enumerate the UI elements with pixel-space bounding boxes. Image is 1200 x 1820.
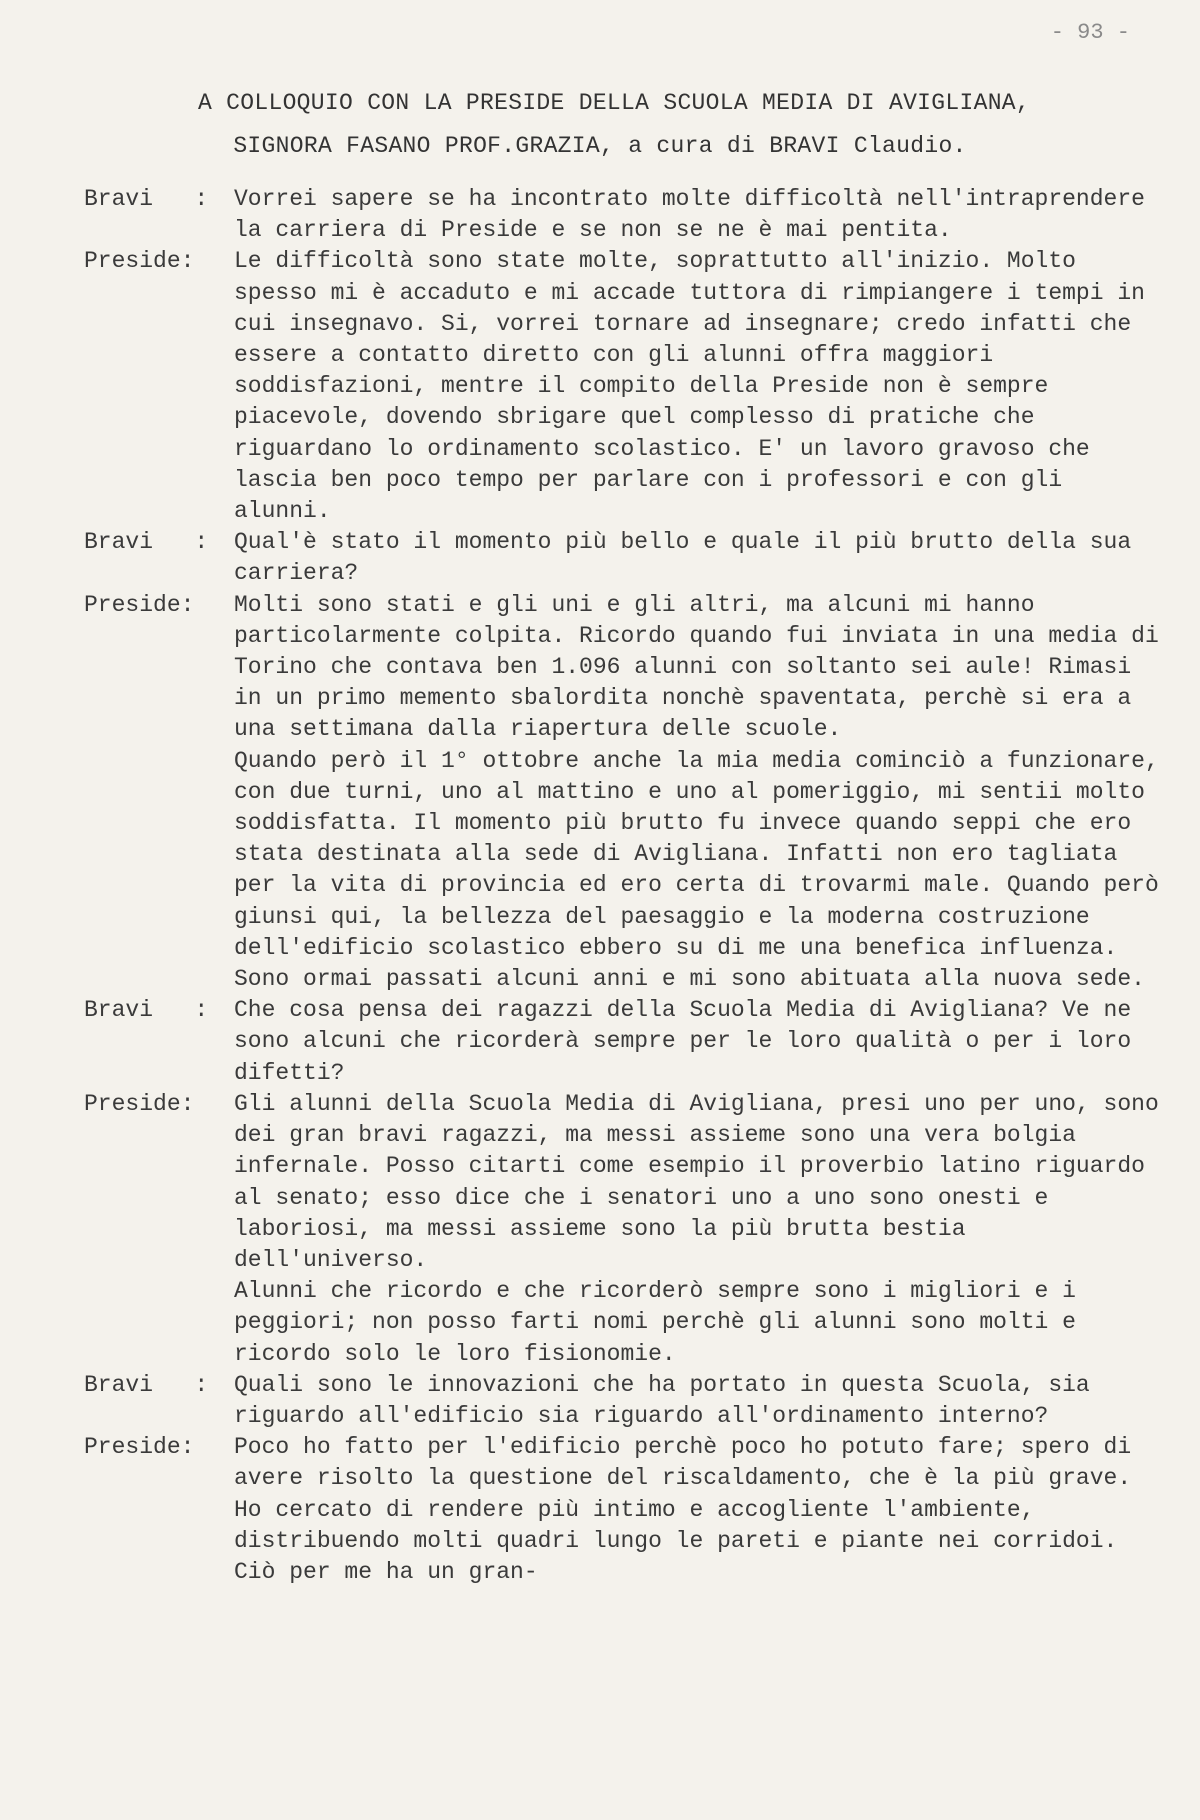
dialogue-entry [84,995,1164,1089]
dialogue-entry [84,184,1164,246]
speaker-label: Preside: [84,1090,195,1117]
title-line-1: A COLLOQUIO CON LA PRESIDE DELLA SCUOLA MEDIA DI AVIGLIANA, [197,90,1031,116]
speaker-label: Bravi : [84,529,209,556]
paragraph: Poco ho fatto per l'edificio perchè poco ho potuto fare; spero di avere risolto la questione del riscaldamento, che è la più grave. Ho cercato di rendere più intimo e accogliente l'ambiente, distribuendo molti quadri lungo le pareti e piante nei corridoi. Ciò per me ha un gran- [234,1434,1132,1585]
speech-text [234,995,1164,1089]
dialogue-entry [84,590,1164,996]
speech-text [234,246,1164,527]
speaker-label: Preside: [84,248,195,275]
dialogue-entry [84,1089,1164,1370]
speaker-label: Bravi : [84,186,209,212]
dialogue-entry [84,246,1164,527]
paragraph: Quali sono le innovazioni che ha portato in questa Scuola, sia riguardo all'edificio sia riguardo all'ordinamento interno? [234,1371,1090,1429]
paragraph: Molti sono stati e gli uni e gli altri, ma alcuni mi hanno particolarmente colpita. Ricordo quando fui inviata in una media di Torino che contava ben 1.096 alunni con soltanto sei aule! Rimasi in un primo memento sbalordita nonchè spaventata, perchè si era a una settimana dalla riapertura delle scuole. [234,591,1159,743]
paragraph: Quando però il 1° ottobre anche la mia media cominciò a funzionare, con due turni, uno al mattino e uno al pomeriggio, mi sentii molto soddisfatta. Il momento più brutto fu invece quando seppi che ero stata destinata alla sede di Avigliana. Infatti non ero tagliata per la vita di provincia ed ero certa di trovarmi male. Quando però giunsi qui, la bellezza del paesaggio e la moderna costruzione dell'edificio scolastico ebbero su di me una benefica influenza. Sono ormai passati alcuni anni e mi sono abituata alla nuova sede. [234,747,1159,993]
speech-text [234,527,1164,589]
paragraph: Gli alunni della Scuola Media di Avigliana, presi uno per uno, sono dei gran bravi ragazzi, ma messi assieme sono una vera bolgia infernale. Posso citarti come esempio il proverbio latino riguardo al senato; esso dice che i senatori uno a uno sono onesti e laboriosi, ma messi assieme sono la più brutta bestia dell'universo. [234,1090,1159,1273]
speech-text [234,590,1164,996]
dialogue-entry [84,1432,1164,1588]
dialogue-entry [84,1370,1164,1432]
speech-text [234,1432,1164,1588]
paragraph: Le difficoltà sono state molte, soprattutto all'inizio. Molto spesso mi è accaduto e mi accade tuttora di rimpiangere i tempi in cui insegnavo. Si, vorrei tornare ad insegnare; credo infatti che essere a contatto diretto con gli alunni offra maggiori soddisfazioni, mentre il compito della Preside non è sempre piacevole, dovendo sbrigare quel complesso di pratiche che riguardano lo ordinamento scolastico. E' un lavoro gravoso che lascia ben poco tempo per parlare con i professori e con gli alunni. [234,248,1145,525]
speech-text [234,1089,1164,1370]
speech-text [234,1370,1164,1432]
paragraph: Vorrei sapere se ha incontrato molte difficoltà nell'intraprendere la carriera di Preside e se non se ne è mai pentita. [234,186,1145,244]
paragraph: Alunni che ricordo e che ricorderò sempre sono i migliori e i peggiori; non posso farti nomi perchè gli alunni sono molti e ricordo solo le loro fisionomie. [234,1278,1076,1367]
page-number: - 93 - [1050,20,1130,45]
title-line-2: SIGNORA FASANO PROF.GRAZIA, a cura di BRAVI Claudio. [233,133,967,159]
paragraph: Che cosa pensa dei ragazzi della Scuola Media di Avigliana? Ve ne sono alcuni che ricorderà sempre per le loro qualità o per i loro difetti? [234,997,1132,1086]
speaker-label: Bravi : [84,997,209,1024]
dialogue-entry [84,527,1164,589]
speaker-label: Preside: [84,1434,195,1461]
paragraph: Qual'è stato il momento più bello e quale il più brutto della sua carriera? [234,529,1132,587]
speech-text [234,184,1164,246]
interview-dialogue [84,184,1164,1588]
speaker-label: Bravi : [84,1371,209,1398]
speaker-label: Preside: [84,591,195,618]
